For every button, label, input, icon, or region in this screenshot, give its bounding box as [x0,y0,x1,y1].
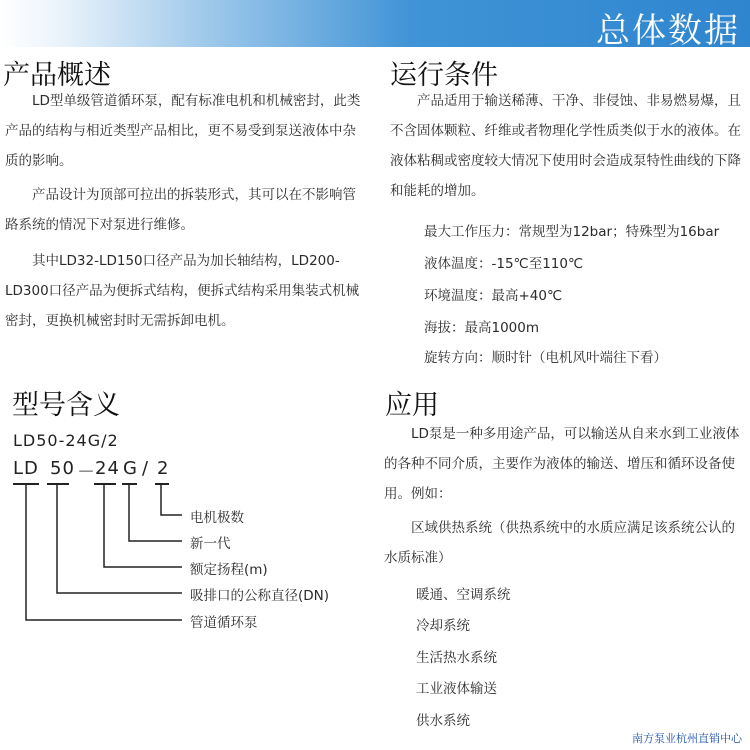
model-part-poles: 2 [157,458,170,479]
application-intro: LD泵是一种多用途产品，可以输送从自来水到工业液体的各种不同介质，主要作为液体的输送、增压和循环设备使用。例如： [384,426,740,502]
conditions-intro: 产品适用于输送稀薄、干净、非侵蚀、非易燃易爆，且不含固体颗粒、纤维或者物理化学性质类似于水的液体。在液体粘稠或密度较大情况下使用时会造成泵特性曲线的下降和能耗的增加。 [390,93,741,199]
model-part-dash: － [77,462,96,483]
application-item: 工业液体输送 [416,681,497,697]
conditions-title: 运行条件 [390,60,498,91]
condition-item: 液体温度：-15℃至110℃ [424,256,584,272]
application-item: 区域供热系统（供热系统中的水质应满足该系统公认的水质标准） [384,520,735,566]
model-part-slash: / [142,458,150,479]
model-part-diameter: 50 [50,458,75,479]
overview-paragraph-2: 产品设计为顶部可拉出的拆装形式，其可以在不影响管路系统的情况下对泵进行维修。 [5,187,356,233]
page-title: 总体数据 [596,11,740,51]
application-item: 生活热水系统 [416,650,497,666]
model-part-series: LD [13,458,39,479]
overview-paragraph-3: 其中LD32-LD150口径产品为加长轴结构，LD200-LD300口径产品为便拆式结构，便拆式结构采用集装式机械密封，更换机械密封时无需拆卸电机。 [5,253,360,329]
condition-item: 最大工作压力：常规型为12bar；特殊型为16bar [424,224,720,240]
application-item: 暖通、空调系统 [416,587,511,603]
legend-diameter: 吸排口的公称直径(DN) [190,588,330,604]
application-title: 应用 [385,390,439,421]
application-item: 冷却系统 [416,618,470,634]
legend-poles: 电机极数 [190,510,244,526]
model-part-generation: G [123,458,138,479]
model-part-head: 24 [95,458,120,479]
footer-watermark: 南方泵业杭州直销中心 [632,732,742,745]
application-item: 供水系统 [416,713,470,729]
legend-head: 额定扬程(m) [190,562,268,578]
condition-item: 旋转方向：顺时针（电机风叶端往下看） [424,350,667,366]
condition-item: 海拔：最高1000m [424,320,540,336]
condition-item: 环境温度：最高+40℃ [424,288,563,304]
legend-series: 管道循环泵 [190,615,258,631]
model-example: LD50-24G/2 [13,431,119,450]
overview-paragraph-1: LD型单级管道循环泵，配有标准电机和机械密封，此类产品的结构与相近类型产品相比，更不易受到泵送液体中杂质的影响。 [5,93,361,169]
legend-generation: 新一代 [190,536,231,552]
overview-title: 产品概述 [3,60,111,91]
model-title: 型号含义 [12,390,120,421]
